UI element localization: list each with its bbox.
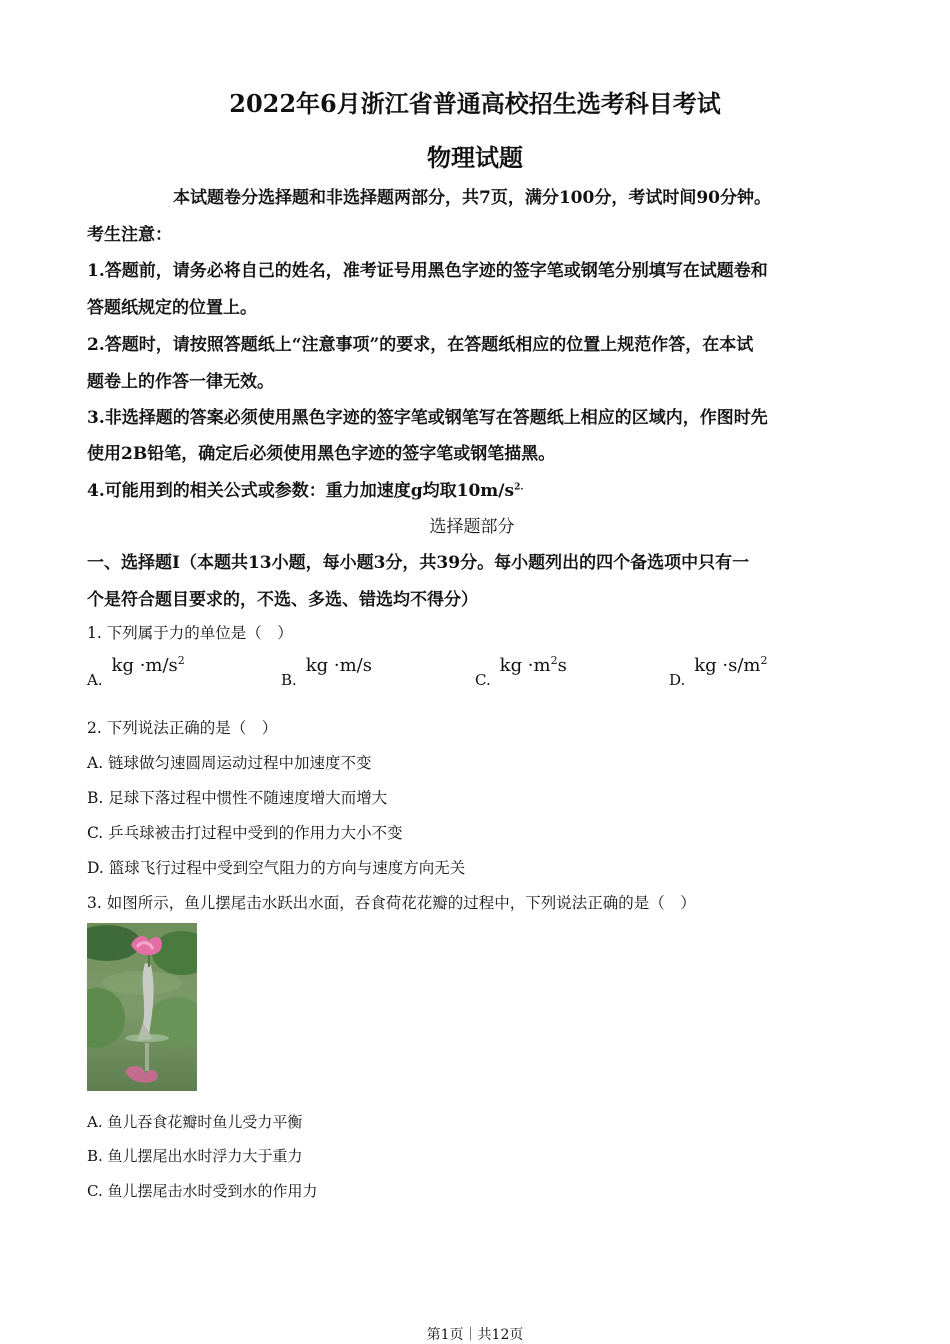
question-2-stem: 2. 下列说法正确的是（ ） xyxy=(87,719,278,737)
option-letter: A. xyxy=(87,671,103,689)
page-subtitle: 物理试题 xyxy=(427,143,523,172)
page-footer: 第1页｜共12页 xyxy=(426,1327,524,1343)
option-d xyxy=(669,654,768,689)
question-2-option: A. 链球做匀速圆周运动过程中加速度不变 xyxy=(87,754,372,772)
notice-line-4 xyxy=(87,476,857,501)
question-1-stem: 1. 下列属于力的单位是（ ） xyxy=(87,624,293,642)
notice-line: 题卷上的作答一律无效。 xyxy=(87,372,274,392)
question-2-option: D. 篮球飞行过程中受到空气阻力的方向与速度方向无关 xyxy=(87,859,466,877)
question-2-option: C. 乒乓球被击打过程中受到的作用力大小不变 xyxy=(87,824,403,842)
question-3-option: A. 鱼儿吞食花瓣时鱼儿受力平衡 xyxy=(87,1113,303,1131)
option-a xyxy=(87,654,185,689)
notice-line-4-sup: 2. xyxy=(514,482,524,493)
option-letter: B. xyxy=(281,671,297,689)
notice-line-4-text: 4.可能用到的相关公式或参数：重力加速度g均取10m/s xyxy=(87,481,515,501)
notice-line: 1.答题前，请务必将自己的姓名，准考证号用黑色字迹的签字笔或钢笔分别填写在试题卷和 xyxy=(87,261,768,281)
section-title: 选择题部分 xyxy=(429,517,515,537)
notice-line: 使用2B铅笔，确定后必须使用黑色字迹的签字笔或钢笔描黑。 xyxy=(87,444,556,464)
notice-line: 2.答题时，请按照答题纸上“注意事项”的要求，在答题纸相应的位置上规范作答，在本试 xyxy=(87,335,754,355)
question-3-stem: 3. 如图所示，鱼儿摆尾击水跃出水面，吞食荷花花瓣的过程中，下列说法正确的是（ ） xyxy=(87,894,696,912)
option-unit: kg $\cdot s/m^2$ xyxy=(694,654,768,676)
part1-instructions: 一、选择题Ⅰ（本题共13小题，每小题3分，共39分。每小题列出的四个备选项中只有一 xyxy=(87,553,750,573)
option-unit: kg $\cdot m/s^2$ xyxy=(111,654,185,676)
page-title: 2022年6月浙江省普通高校招生选考科目考试 xyxy=(229,89,721,118)
fish-lotus-photo xyxy=(87,923,197,1091)
option-letter: D. xyxy=(669,671,686,689)
question-1-options xyxy=(87,654,857,688)
notice-line: 答题纸规定的位置上。 xyxy=(87,298,257,318)
option-unit: kg $\cdot m^2s$ xyxy=(499,654,567,676)
intro-text: 本试题卷分选择题和非选择题两部分，共7页，满分100分，考试时间90分钟。 xyxy=(173,188,771,208)
question-3-option: C. 鱼儿摆尾击水时受到水的作用力 xyxy=(87,1182,318,1200)
question-2-option: B. 足球下落过程中惯性不随速度增大而增大 xyxy=(87,789,388,807)
option-c xyxy=(475,654,567,689)
option-b xyxy=(281,654,372,689)
notice-line: 3.非选择题的答案必须使用黑色字迹的签字笔或钢笔写在答题纸上相应的区域内，作图时先 xyxy=(87,408,768,428)
option-unit: kg ·m/s xyxy=(305,655,372,676)
option-letter: C. xyxy=(475,671,491,689)
part1-instructions: 个是符合题目要求的，不选、多选、错选均不得分） xyxy=(87,590,478,610)
question-3-option: B. 鱼儿摆尾出水时浮力大于重力 xyxy=(87,1147,303,1165)
notice-heading: 考生注意： xyxy=(87,225,172,245)
